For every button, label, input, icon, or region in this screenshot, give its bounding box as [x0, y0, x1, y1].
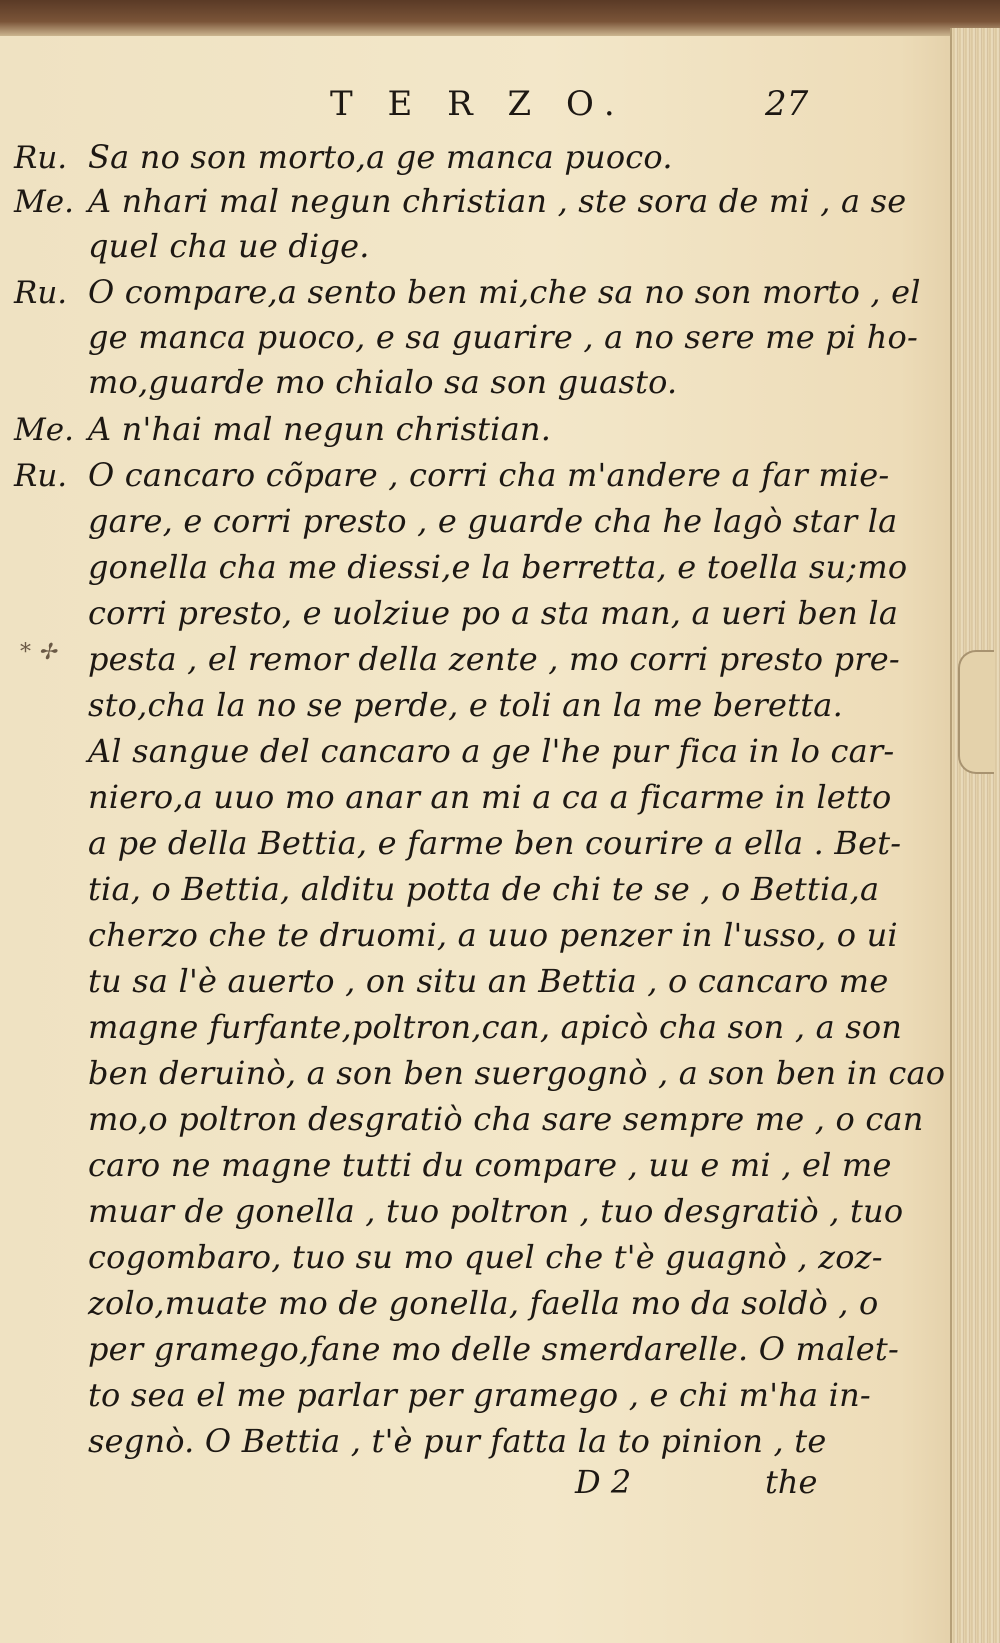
text-line: O cancaro cõpare , corri cha m'andere a far mie-	[88, 456, 890, 494]
text-line: mo,o poltron desgratiò cha sare sempre me , o can	[88, 1100, 924, 1138]
text-line: sto,cha la no se perde, e toli an la me beretta.	[88, 686, 843, 724]
text-line: a pe della Bettia, e farme ben courire a ella . Bet-	[88, 824, 902, 862]
text-line: quel cha ue dige.	[88, 227, 370, 265]
text-line: magne furfante,poltron,can, apicò cha son , a son	[88, 1008, 903, 1046]
text-line: A n'hai mal negun christian.	[88, 410, 552, 448]
speaker-label: Ru.	[14, 458, 68, 494]
text-line: zolo,muate mo de gonella, faella mo da soldò , o	[88, 1284, 879, 1322]
text-line: Sa no son morto,a ge manca puoco.	[88, 138, 673, 176]
page-edges	[950, 28, 1000, 1643]
signature-mark: D 2	[575, 1463, 632, 1501]
text-line: gonella cha me diessi,e la berretta, e toella su;mo	[88, 548, 908, 586]
text-line: O compare,a sento ben mi,che sa no son morto , el	[88, 273, 921, 311]
text-line: ben deruinò, a son ben suergognò , a son ben in cao	[88, 1054, 946, 1092]
text-line: corri presto, e uolziue po a sta man, a ueri ben la	[88, 594, 899, 632]
book-clasp	[958, 650, 994, 774]
margin-mark: * ✢	[20, 640, 57, 665]
speaker-label: Ru.	[14, 140, 68, 176]
text-line: tia, o Bettia, alditu potta de chi te se , o Bettia,a	[88, 870, 880, 908]
text-line: niero,a uuo mo anar an mi a ca a ficarme in letto	[88, 778, 892, 816]
speaker-label: Me.	[14, 412, 74, 448]
text-line: caro ne magne tutti du compare , uu e mi , el me	[88, 1146, 892, 1184]
text-line: per gramego,fane mo delle smerdarelle. O malet-	[88, 1330, 899, 1368]
text-line: ge manca puoco, e sa guarire , a no sere me pi ho-	[88, 318, 919, 356]
running-title: T E R Z O.	[330, 84, 627, 124]
text-line: Al sangue del cancaro a ge l'he pur fica in lo car-	[88, 732, 895, 770]
text-line: cherzo che te druomi, a uuo penzer in l'usso, o ui	[88, 916, 898, 954]
text-line: tu sa l'è auerto , on situ an Bettia , o cancaro me	[88, 962, 889, 1000]
text-line: A nhari mal negun christian , ste sora de mi , a se	[88, 182, 907, 220]
text-line: gare, e corri presto , e guarde cha he lagò star la	[88, 502, 898, 540]
speaker-label: Me.	[14, 184, 74, 220]
text-line: pesta , el remor della zente , mo corri presto pre-	[88, 640, 900, 678]
catchword: the	[765, 1463, 818, 1501]
page-number: 27	[765, 84, 809, 124]
text-line: to sea el me parlar per gramego , e chi m'ha in-	[88, 1376, 871, 1414]
text-line: mo,guarde mo chialo sa son guasto.	[88, 363, 678, 401]
text-line: muar de gonella , tuo poltron , tuo desgratiò , tuo	[88, 1192, 904, 1230]
text-line: segnò. O Bettia , t'è pur fatta la to pinion , te	[88, 1422, 827, 1460]
speaker-label: Ru.	[14, 275, 68, 311]
text-line: cogombaro, tuo su mo quel che t'è guagnò , zoz-	[88, 1238, 883, 1276]
